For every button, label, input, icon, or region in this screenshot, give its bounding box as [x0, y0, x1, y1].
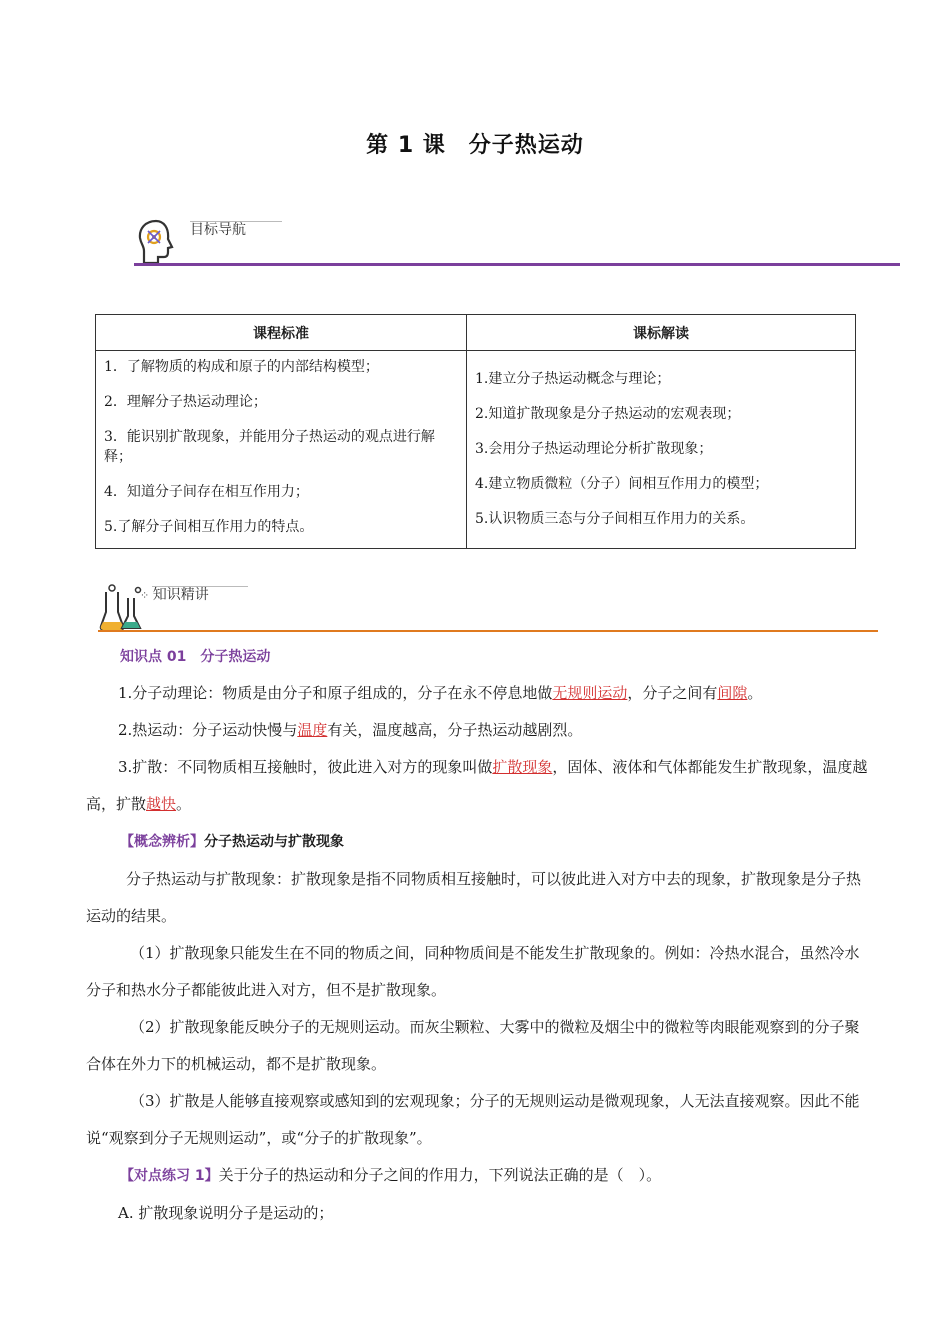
- paragraph: 2.热运动：分子运动快慢与温度有关，温度越高，分子热运动越剧烈。: [118, 721, 583, 739]
- paragraph: （1）扩散现象只能发生在不同的物质之间，同种物质间是不能发生扩散现象的。例如：冷热水混合，虽然冷水分子和热水分子都能彼此进入对方，但不是扩散现象。: [86, 944, 860, 999]
- interpretation-item: 3.会用分子热运动理论分析扩散现象；: [475, 441, 713, 457]
- concept-title: 分子热运动与扩散现象: [204, 834, 344, 850]
- section-title: 目标导航: [190, 222, 246, 238]
- table-header-standards: 课程标准: [96, 315, 467, 351]
- standard-item: 5.了解分子间相互作用力的特点。: [104, 519, 314, 535]
- exercise-question: 【对点练习 1】关于分子的热运动和分子之间的作用力，下列说法正确的是（ ）。: [120, 1166, 662, 1184]
- page-title: 第 1 课 分子热运动: [366, 133, 584, 158]
- standard-item: 3．能识别扩散现象，并能用分子热运动的观点进行解释；: [104, 429, 435, 465]
- paragraph: 分子热运动与扩散现象：扩散现象是指不同物质相互接触时，可以彼此进入对方中去的现象，扩散现象是分子热运动的结果。: [86, 870, 862, 925]
- lab-flasks-icon: [98, 582, 146, 632]
- highlight-term: 越快: [146, 795, 177, 813]
- section-header-goals: [134, 212, 900, 268]
- exercise-option: A. 扩散现象说明分子是运动的；: [118, 1204, 334, 1222]
- exercise-tag: 【对点练习 1】: [120, 1168, 219, 1184]
- head-gears-icon: [136, 218, 176, 266]
- interpretation-item: 4.建立物质微粒（分子）间相互作用力的模型；: [475, 476, 769, 492]
- standards-table: [95, 314, 856, 549]
- paragraph: （2）扩散现象能反映分子的无规则运动。而灰尘颗粒、大雾中的微粒及烟尘中的微粒等肉眼能观察到的分子聚合体在外力下的机械运动，都不是扩散现象。: [86, 1018, 860, 1073]
- section-divider: [134, 263, 900, 266]
- interpretation-item: 1.建立分子热运动概念与理论；: [475, 371, 671, 387]
- interpretation-item: 2.知道扩散现象是分子热运动的宏观表现；: [475, 406, 741, 422]
- interpretation-item: 5.认识物质三态与分子间相互作用力的关系。: [475, 511, 755, 527]
- highlight-term: 扩散现象: [492, 758, 553, 776]
- section-header-knowledge: [98, 578, 878, 634]
- standards-cell: [96, 351, 467, 549]
- sparkle-icon: ⁘: [140, 589, 153, 602]
- knowledge-point-title: 知识点 01 分子热运动: [120, 649, 271, 665]
- standard-item: 1．了解物质的构成和原子的内部结构模型；: [104, 359, 379, 375]
- standard-item: 4．知道分子间存在相互作用力；: [104, 484, 309, 500]
- paragraph: （3）扩散是人能够直接观察或感知到的宏观现象；分子的无规则运动是微观现象，人无法直接观察。因此不能说“观察到分子无规则运动”，或“分子的扩散现象”。: [86, 1092, 860, 1147]
- section-divider: [98, 630, 878, 632]
- concept-tag: 【概念辨析】: [120, 834, 204, 850]
- highlight-term: 间隙: [717, 684, 748, 702]
- concept-heading: [86, 823, 868, 861]
- paragraph: 3.扩散：不同物质相互接触时，彼此进入对方的现象叫做扩散现象，固体、液体和气体都能发生扩散现象，温度越高，扩散越快。: [86, 758, 868, 813]
- paragraph: 1.分子动理论：物质是由分子和原子组成的，分子在永不停息地做无规则运动，分子之间有间隙。: [118, 684, 763, 702]
- table-header-interpretation: 课标解读: [467, 315, 856, 351]
- standard-item: 2．理解分子热运动理论；: [104, 394, 267, 410]
- highlight-term: 无规则运动: [552, 684, 628, 702]
- section-title: ⁘ 知识精讲: [140, 587, 209, 603]
- highlight-term: 温度: [297, 721, 328, 739]
- knowledge-point-body: [86, 675, 868, 1232]
- interpretation-cell: [467, 351, 856, 549]
